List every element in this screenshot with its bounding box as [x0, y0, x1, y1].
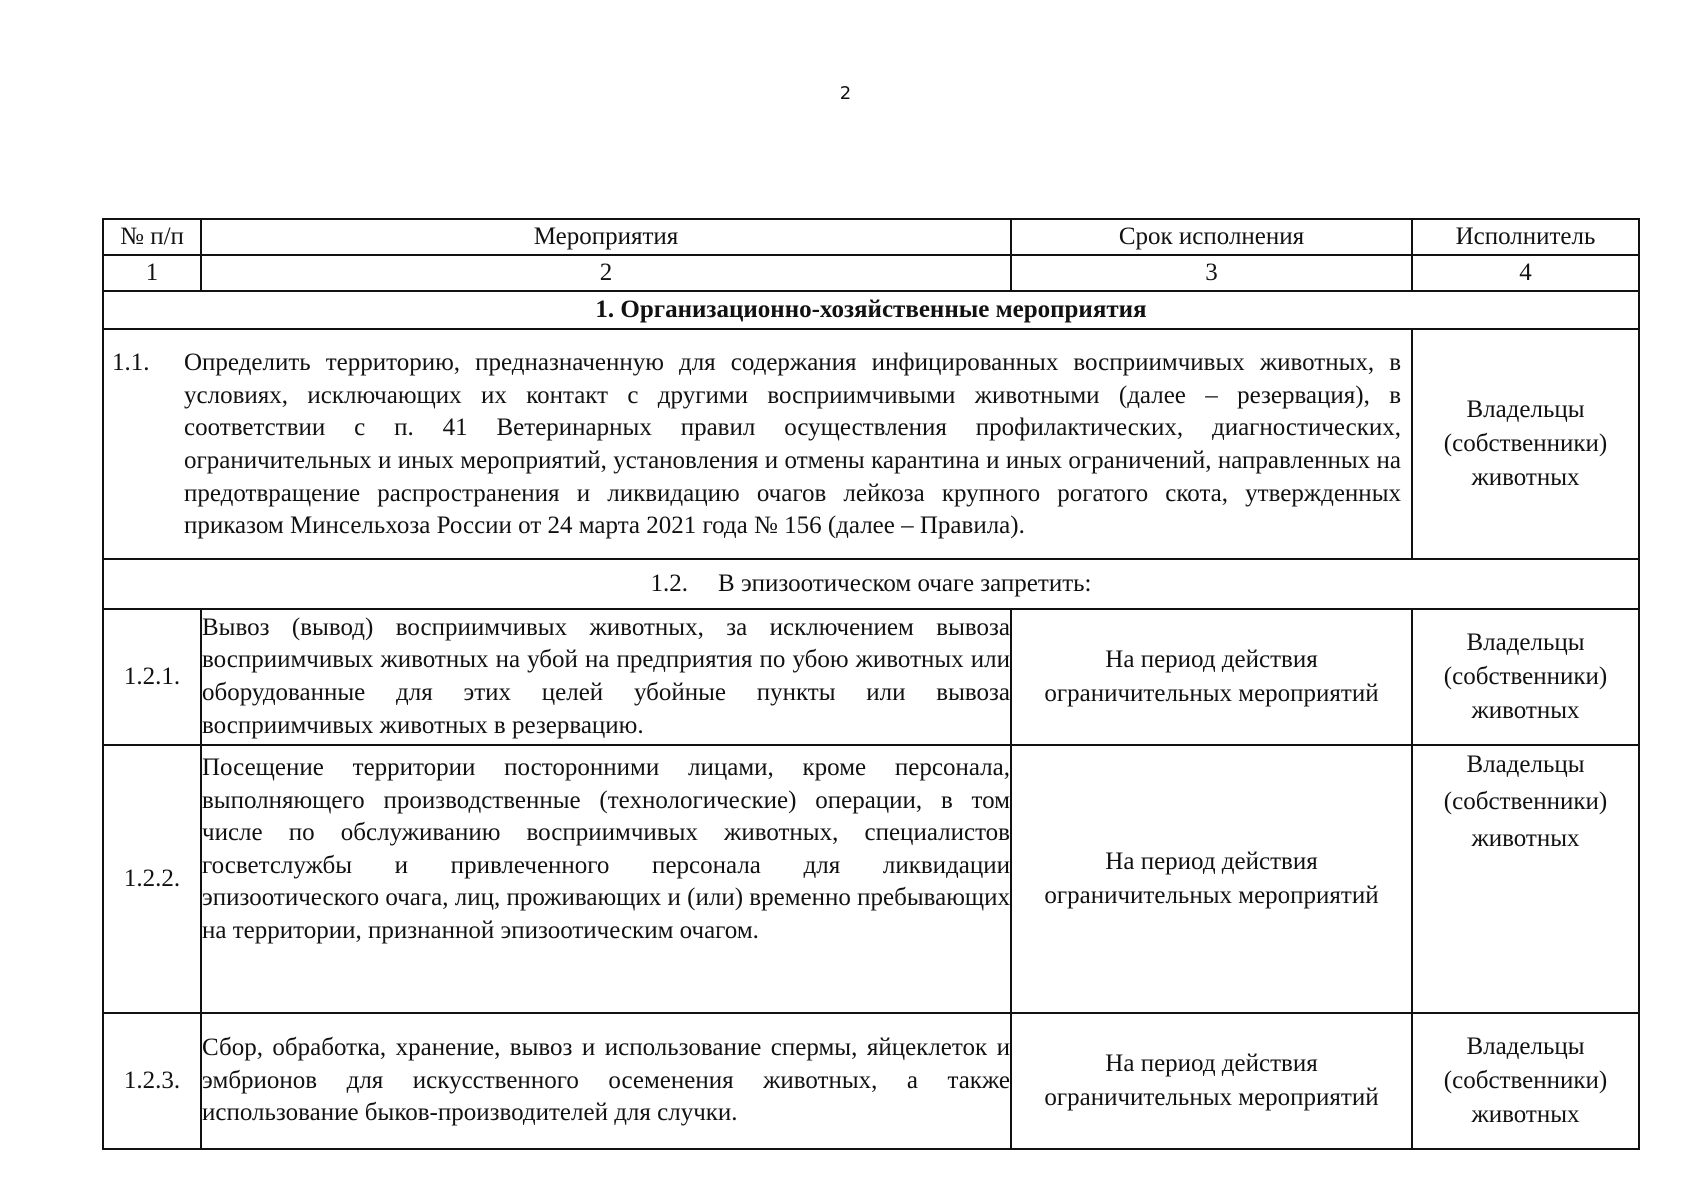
- subsection-cell: [103, 559, 1639, 609]
- header-executor: Исполнитель: [1412, 219, 1639, 255]
- item-number: 1.1.: [112, 349, 150, 377]
- table-row: [103, 329, 1639, 559]
- subsection-number: 1.2.: [650, 570, 689, 597]
- subsection-row: [103, 559, 1639, 609]
- item-text: Сбор, обработка, хранение, вывоз и использование спермы, яйцеклеток и эмбрионов для искусственного осеменения животных, а также использование быков-производителей для случки.: [201, 1013, 1011, 1149]
- item-text: Определить территорию, предназначенную для содержания инфицированных восприимчивых животных, в условиях, исключающих их контакт с другими восприимчивыми животными (далее – резервация), в соответствии с п. 41 Ветеринарных правил осуществления профилактических, диагностических, ограничительных и иных мероприятий, установления и отмены карантина и иных ограничений, направленных на предотвращение распространения и ликвидацию очагов лейкоза крупного рогатого скота, утвержденных приказом Минсельхоза России от 24 марта 2021 года № 156 (далее – Правила).: [184, 349, 1401, 540]
- item-period: На период действия ограничительных мероприятий: [1011, 745, 1412, 1013]
- item-owner: Владельцы (собственники) животных: [1412, 1013, 1639, 1149]
- header-row: [103, 219, 1639, 255]
- column-number-1: 1: [103, 255, 201, 291]
- item-owner: Владельцы (собственники) животных: [1412, 329, 1639, 559]
- item-owner: Владельцы (собственники) животных: [1412, 609, 1639, 745]
- item-number: 1.2.2.: [103, 745, 201, 1013]
- table-row: [103, 745, 1639, 1013]
- measures-table: [102, 218, 1640, 1150]
- item-number: 1.2.3.: [103, 1013, 201, 1149]
- column-number-2: 2: [201, 255, 1011, 291]
- column-number-row: [103, 255, 1639, 291]
- table-row: [103, 1013, 1639, 1149]
- item-text: Посещение территории посторонними лицами, кроме персонала, выполняющего производственные (технологические) операции, в том числе по обслуживанию восприимчивых животных, специалистов госветслужбы и привлеченного персонала для ликвидации эпизоотического очага, лиц, проживающих и (или) временно пребывающих на территории, признанной эпизоотическим очагом.: [201, 745, 1011, 1013]
- subsection-title: В эпизоотическом очаге запретить:: [718, 570, 1092, 597]
- section-title: 1. Организационно-хозяйственные мероприятия: [103, 291, 1639, 329]
- item-1-1-cell: [103, 329, 1412, 559]
- item-owner: Владельцы (собственники) животных: [1412, 745, 1639, 1013]
- header-number: № п/п: [103, 219, 201, 255]
- item-period: На период действия ограничительных мероприятий: [1011, 609, 1412, 745]
- header-deadline: Срок исполнения: [1011, 219, 1412, 255]
- page-number: 2: [839, 83, 852, 104]
- item-text: Вывоз (вывод) восприимчивых животных, за исключением вывоза восприимчивых животных на убой на предприятия по убою животных или оборудованные для этих целей убойные пункты или вывоза восприимчивых животных в резервацию.: [201, 609, 1011, 745]
- item-period: На период действия ограничительных мероприятий: [1011, 1013, 1412, 1149]
- header-measures: Мероприятия: [201, 219, 1011, 255]
- column-number-3: 3: [1011, 255, 1412, 291]
- column-number-4: 4: [1412, 255, 1639, 291]
- section-title-row: [103, 291, 1639, 329]
- item-number: 1.2.1.: [103, 609, 201, 745]
- table-row: [103, 609, 1639, 745]
